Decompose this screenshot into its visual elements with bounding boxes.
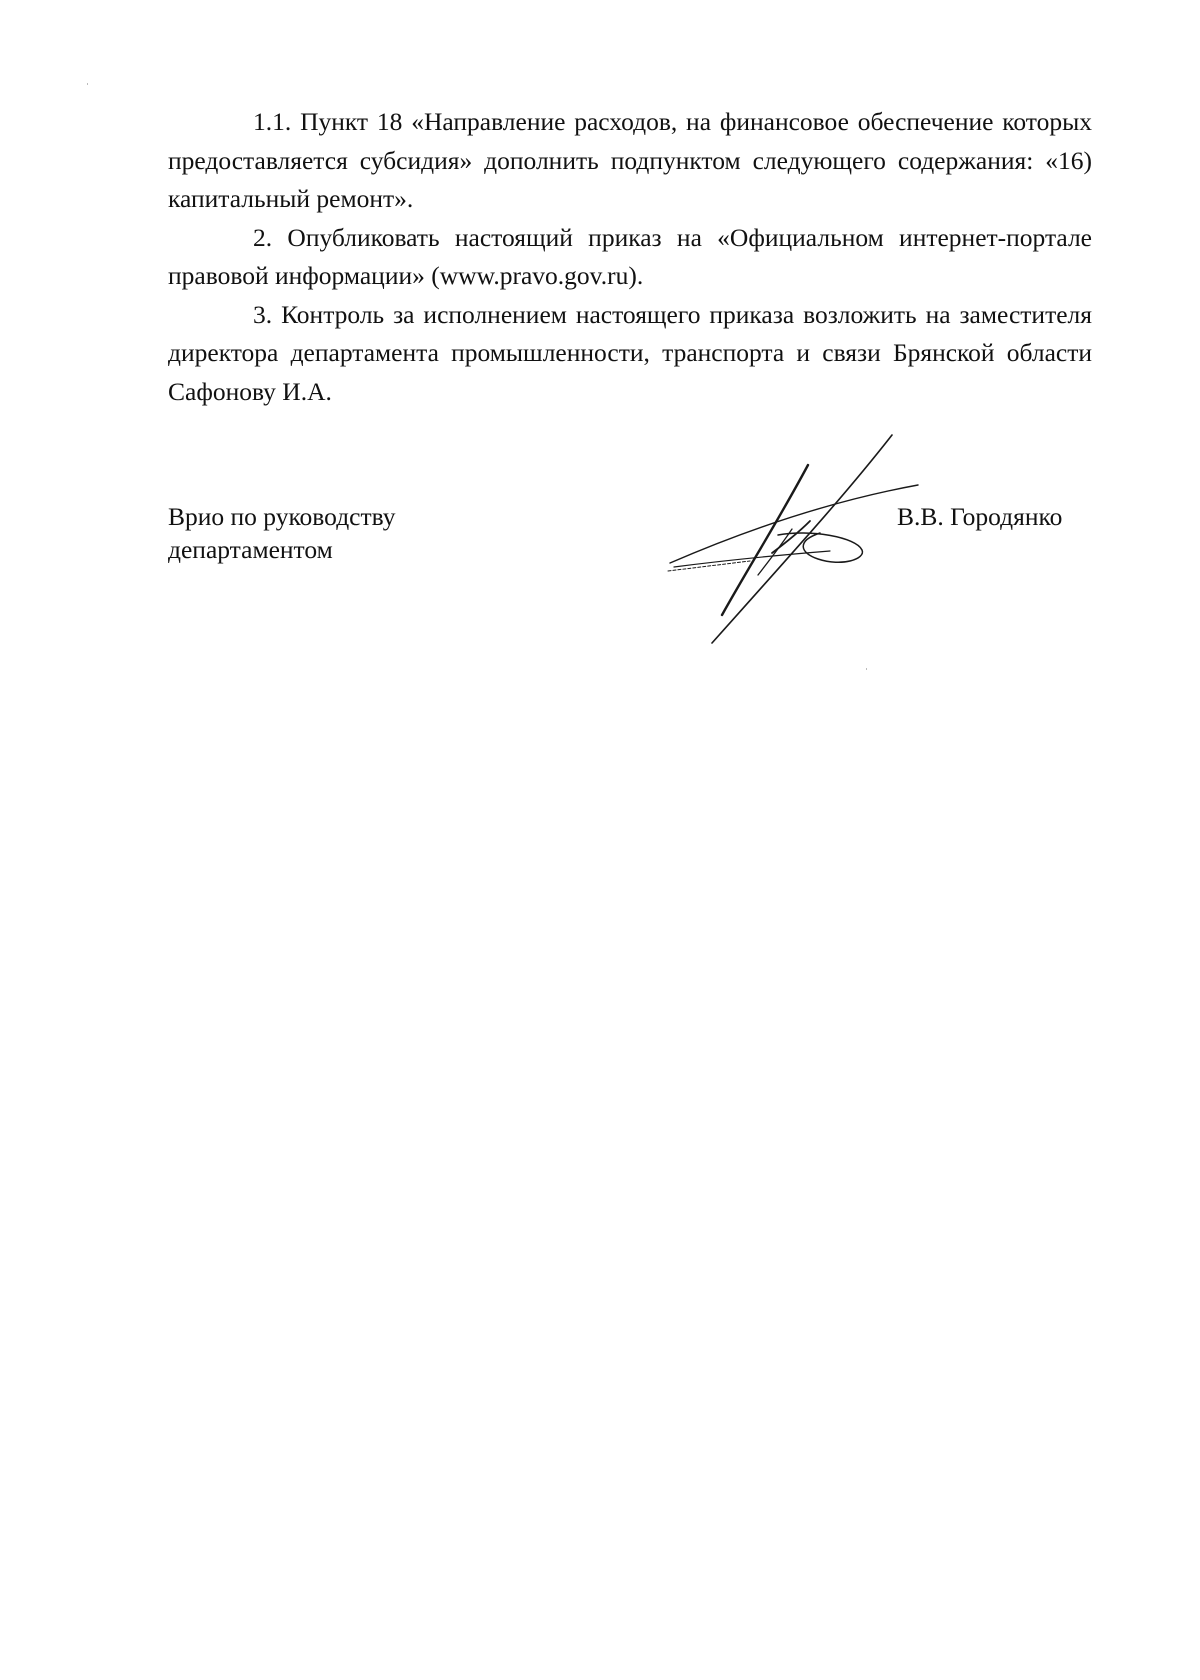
signer-position-line2: департаментом [168,535,333,564]
signer-name: В.В. Городянко [897,502,1063,531]
paragraph-1-1: 1.1. Пункт 18 «Направление расходов, на финансовое обеспечение которых предоставляется субсидия» дополнить подпунктом следующего содержания: «16) капитальный ремонт». [168,107,1092,213]
scan-speck [87,83,88,85]
paragraph-2: 2. Опубликовать настоящий приказ на «Официальном интернет-портале правовой информации» (www.pravo.gov.ru). [168,222,1092,290]
signer-position [168,500,396,566]
scan-speck [866,668,867,670]
document-body [168,103,1092,411]
signer-position-line1: Врио по руководству [168,502,396,531]
handwritten-signature [660,425,920,650]
paragraph-3: 3. Контроль за исполнением настоящего приказа возложить на заместителя директора департамента промышленности, транспорта и связи Брянской области Сафонову И.А. [168,299,1092,406]
